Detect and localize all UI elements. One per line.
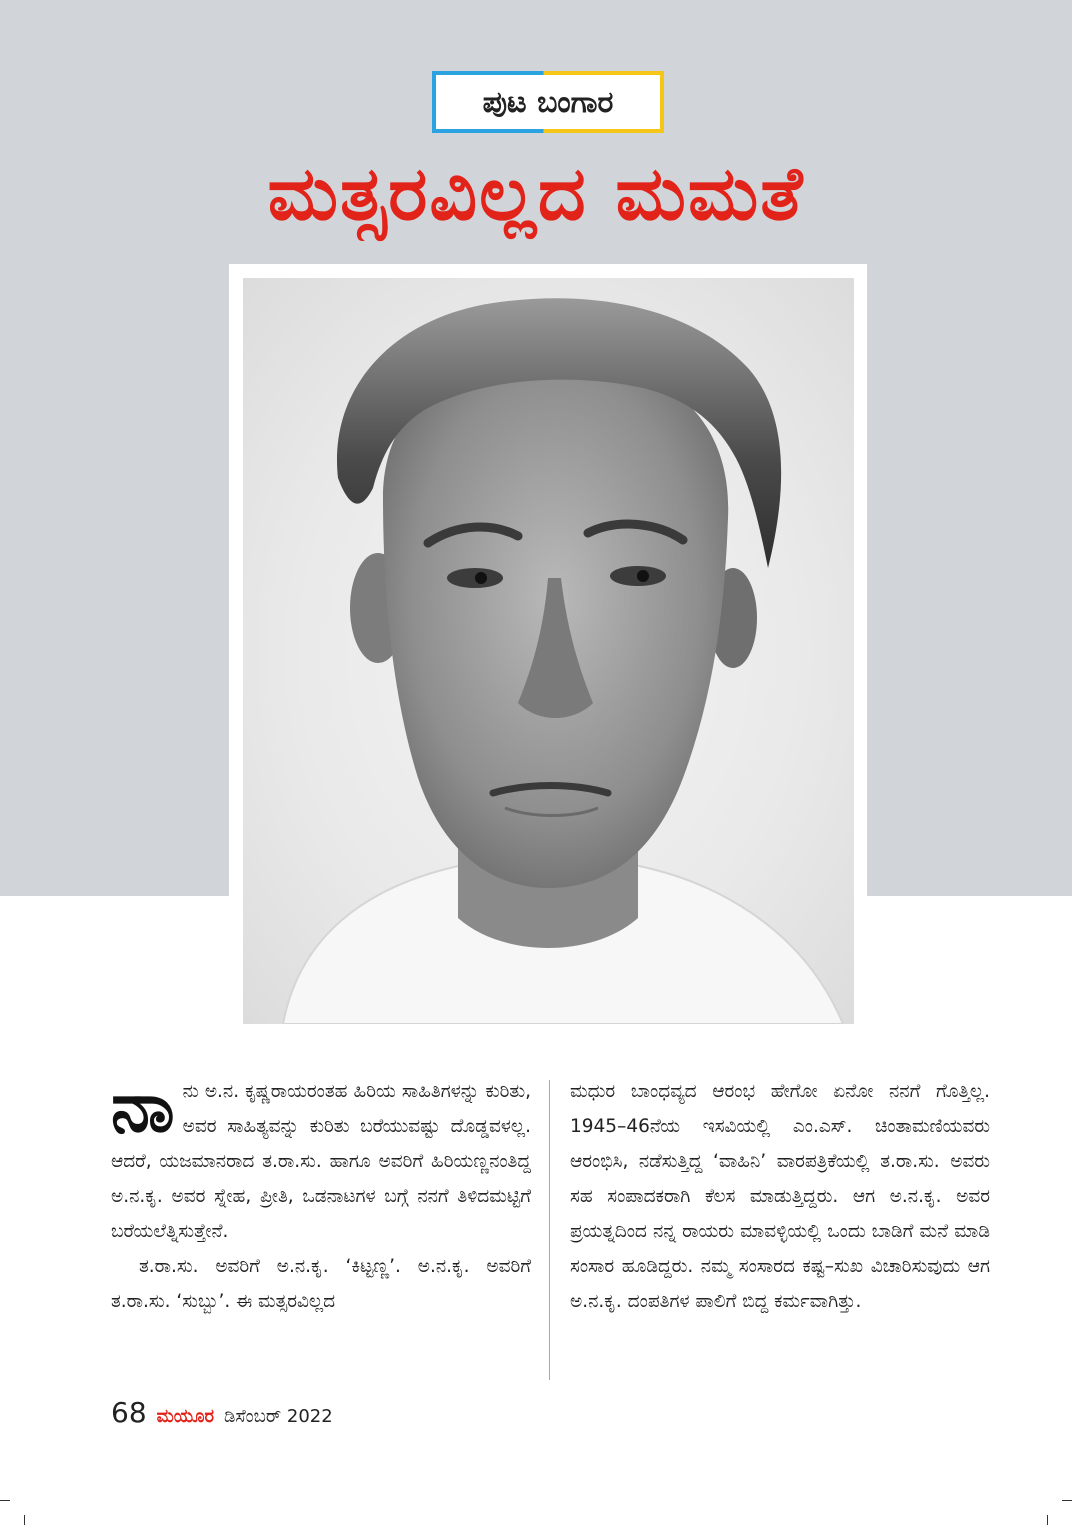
paragraph: ಮಧುರ ಬಾಂಧವ್ಯದ ಆರಂಭ ಹೇಗೋ ಏನೋ ನನಗೆ ಗೊತ್ತಿಲ್ಲ. 1945–46ನೆಯ ಇಸವಿಯಲ್ಲಿ ಎಂ.ಎಸ್. ಚಿಂತಾಮಣಿಯವರು ಆರಂಭಿಸಿ, ನಡೆಸುತ್ತಿದ್ದ ‘ವಾಹಿನಿ’ ವಾರಪತ್ರಿಕೆಯಲ್ಲಿ ತ.ರಾ.ಸು. ಅವರು ಸಹ ಸಂಪಾದಕರಾಗಿ ಕೆಲಸ ಮಾಡುತ್ತಿದ್ದರು. ಆಗ ಅ.ನ.ಕೃ. ಅವರ ಪ್ರಯತ್ನದಿಂದ ನನ್ನ ರಾಯರು ಮಾವಳ್ಳಿಯಲ್ಲಿ ಒಂದು ಬಾಡಿಗೆ ಮನೆ ಮಾಡಿ ಸಂಸಾರ ಹೂಡಿದ್ದರು. ನಮ್ಮ ಸಂಸಾರದ ಕಷ್ಟ–ಸುಖ ವಿಚಾರಿಸುವುದು ಆಗ ಅ.ನ.ಕೃ. ದಂಪತಿಗಳ ಪಾಲಿಗೆ ಬಿದ್ದ ಕರ್ಮವಾಗಿತ್ತು.	[570, 1081, 990, 1312]
article-column-2	[570, 1074, 990, 1319]
issue-date: ಡಿಸೆಂಬರ್ 2022	[224, 1406, 333, 1427]
crop-mark	[24, 1515, 25, 1525]
crop-mark	[1062, 1500, 1072, 1501]
portrait-illustration	[243, 278, 854, 1024]
drop-cap: ನಾ	[111, 1066, 175, 1148]
paragraph: ತ.ರಾ.ಸು. ಅವರಿಗೆ ಅ.ನ.ಕೃ. ‘ಕಿಟ್ಟಣ್ಣ’. ಅ.ನ.ಕೃ. ಅವರಿಗೆ ತ.ರಾ.ಸು. ‘ಸುಬ್ಬು’. ಈ ಮತ್ಸರವಿಲ್ಲದ	[111, 1256, 531, 1312]
column-divider	[549, 1080, 550, 1380]
article-headline: ಮತ್ಸರವಿಲ್ಲದ ಮಮತೆ	[267, 151, 805, 237]
page-footer	[111, 1396, 333, 1429]
paragraph	[111, 1066, 531, 1249]
magazine-name: ಮಯೂರ	[156, 1406, 215, 1427]
paragraph-text: ನು ಅ.ನ. ಕೃಷ್ಣರಾಯರಂತಹ ಹಿರಿಯ ಸಾಹಿತಿಗಳನ್ನು ಕುರಿತು, ಅವರ ಸಾಹಿತ್ಯವನ್ನು ಕುರಿತು ಬರೆಯುವಷ್ಟು ದೊಡ್ಡವಳಲ್ಲ. ಆದರೆ, ಯಜಮಾನರಾದ ತ.ರಾ.ಸು. ಹಾಗೂ ಅವರಿಗೆ ಹಿರಿಯಣ್ಣನಂತಿದ್ದ ಅ.ನ.ಕೃ. ಅವರ ಸ್ನೇಹ, ಪ್ರೀತಿ, ಒಡನಾಟಗಳ ಬಗ್ಗೆ ನನಗೆ ತಿಳಿದಮಟ್ಟಿಗೆ ಬರೆಯಲೆತ್ನಿಸುತ್ತೇನೆ.	[111, 1081, 531, 1242]
page-number: 68	[111, 1396, 147, 1429]
article-column-1	[111, 1066, 531, 1319]
portrait-photo	[243, 278, 854, 1024]
crop-mark	[1047, 1515, 1048, 1525]
section-kicker: ಪುಟ ಬಂಗಾರ	[432, 71, 664, 133]
crop-mark	[0, 1500, 10, 1501]
